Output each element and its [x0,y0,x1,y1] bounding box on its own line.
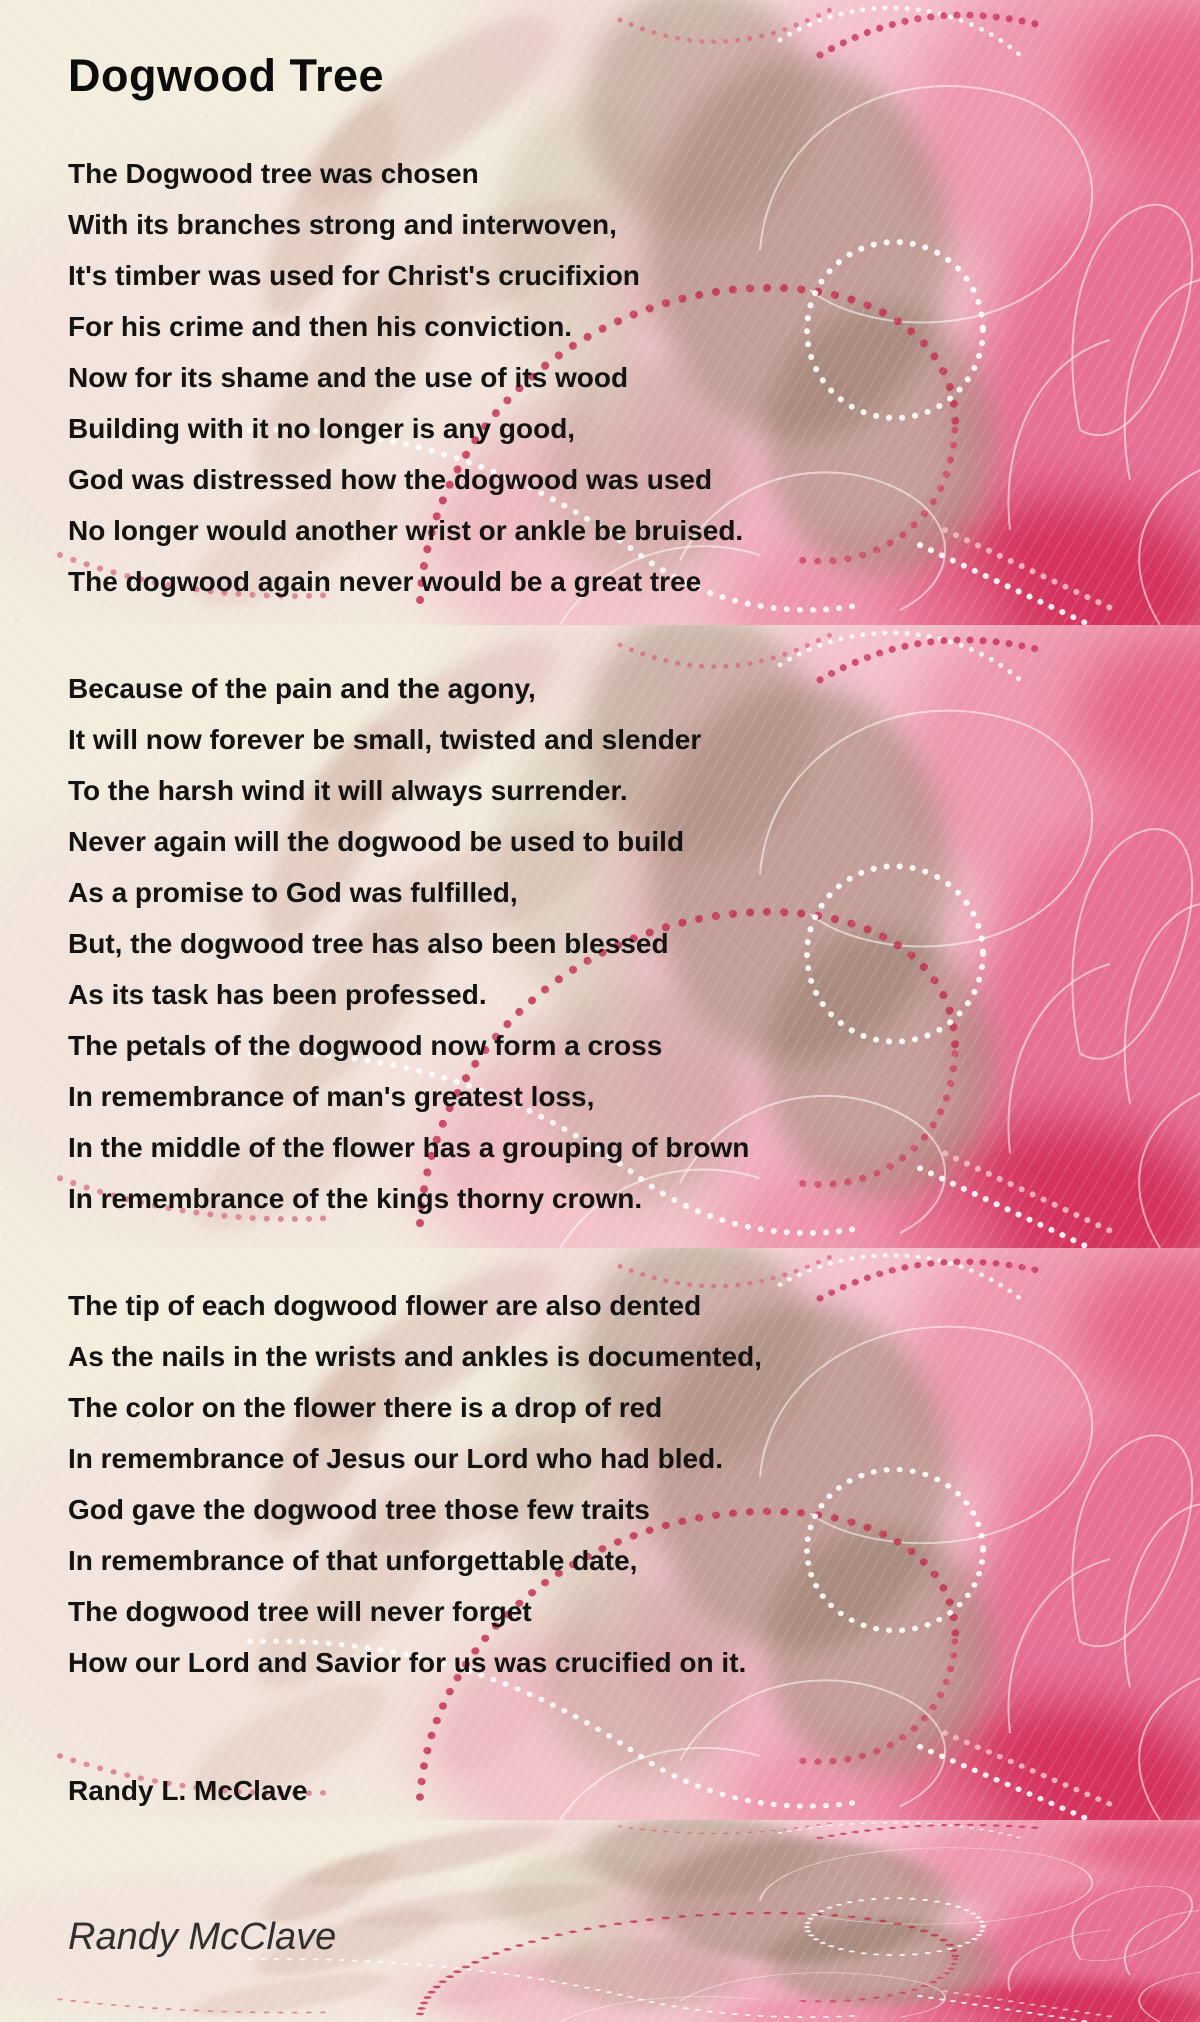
stanza [68,148,762,607]
poem-line: In the middle of the flower has a grouping of brown [68,1132,750,1163]
poem-line: To the harsh wind it will always surrender. [68,775,628,806]
poem-line: The petals of the dogwood now form a cross [68,1030,663,1061]
poem-author-credit: Randy L. McClave [68,1775,308,1806]
poem-line: The color on the flower there is a drop of red [68,1392,663,1423]
poem-line: Building with it no longer is any good, [68,413,576,444]
stanza [68,1280,762,1688]
poem-line: The dogwood again never would be a great tree [68,566,702,597]
poem-line: Never again will the dogwood be used to build [68,826,685,857]
poem-title: Dogwood Tree [68,50,385,101]
poem-line: But, the dogwood tree has also been blessed [68,928,669,959]
poem-body [68,148,762,1744]
poem-line: How our Lord and Savior for us was crucified on it. [68,1647,747,1678]
poem-line: For his crime and then his conviction. [68,311,573,342]
poem-line: The tip of each dogwood flower are also dented [68,1290,702,1321]
poem-line: In remembrance of the kings thorny crown. [68,1183,643,1214]
poem-line: God gave the dogwood tree those few traits [68,1494,650,1525]
poem-line: As the nails in the wrists and ankles is documented, [68,1341,762,1372]
poem-line: Because of the pain and the agony, [68,673,536,704]
author-signature: Randy McClave [68,1916,337,1958]
poem-line: The Dogwood tree was chosen [68,158,479,189]
poem-line: As its task has been professed. [68,979,487,1010]
poem-line: With its branches strong and interwoven, [68,209,617,240]
poem-line: As a promise to God was fulfilled, [68,877,518,908]
poem-line: The dogwood tree will never forget [68,1596,532,1627]
poem-line: Now for its shame and the use of its wood [68,362,629,393]
poem-line: No longer would another wrist or ankle be bruised. [68,515,744,546]
poem-line: In remembrance of Jesus our Lord who had bled. [68,1443,724,1474]
poem-line: It will now forever be small, twisted and slender [68,724,702,755]
stanza [68,663,762,1224]
poem-line: In remembrance of man's greatest loss, [68,1081,595,1112]
poem-line: It's timber was used for Christ's crucifixion [68,260,640,291]
poem-line: God was distressed how the dogwood was used [68,464,713,495]
poem-line: In remembrance of that unforgettable date, [68,1545,638,1576]
